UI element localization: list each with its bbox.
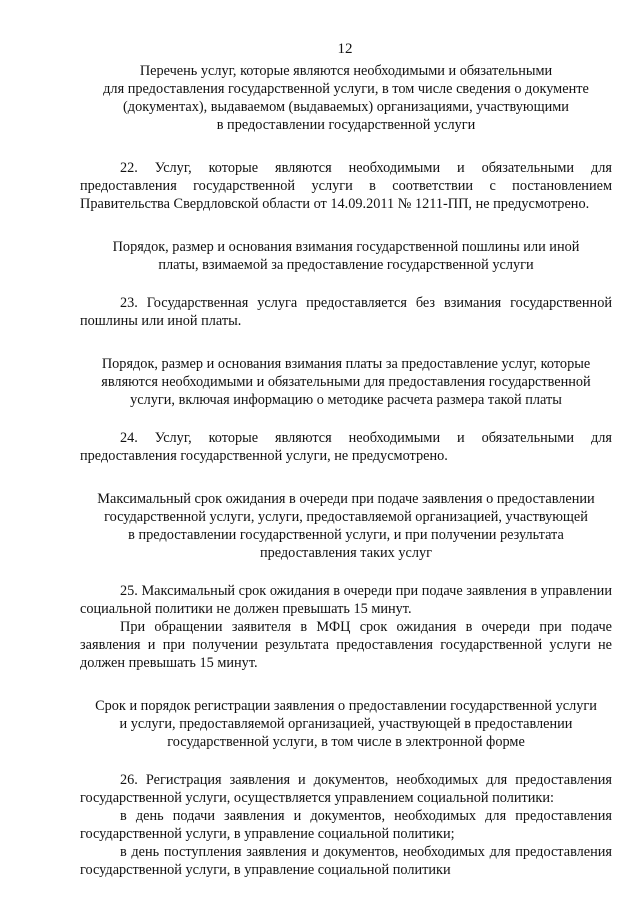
- paragraph-26: 26. Регистрация заявления и документов, необходимых для предоставления государственной услуги, осуществляется управлением социальной политики:: [80, 772, 612, 806]
- heading-line: (документах), выдаваемом (выдаваемых) организациями, участвующими: [123, 99, 569, 115]
- section-heading-registration: [80, 697, 612, 751]
- heading-line: Срок и порядок регистрации заявления о предоставлении государственной услуги: [95, 698, 597, 714]
- heading-line: Порядок, размер и основания взимания государственной пошлины или иной: [112, 239, 580, 255]
- heading-line: Максимальный срок ожидания в очереди при подаче заявления о предоставлении: [97, 491, 595, 507]
- section-heading-queue-time: [80, 490, 612, 562]
- heading-line: предоставления таких услуг: [259, 545, 433, 561]
- paragraph-25-mfc: При обращении заявителя в МФЦ срок ожидания в очереди при подаче заявления и при получении результата предоставления государственной услуги не должен превышать 15 минут.: [80, 619, 612, 671]
- heading-line: платы, взимаемой за предоставление государственной услуги: [158, 257, 534, 273]
- heading-line: государственной услуги, услуги, предоставляемой организацией, участвующей: [104, 509, 588, 525]
- heading-line: Порядок, размер и основания взимания платы за предоставление услуг, которые: [101, 356, 591, 372]
- heading-line: государственной услуги, в том числе в электронной форме: [167, 734, 525, 750]
- heading-line: являются необходимыми и обязательными для предоставления государственной: [101, 374, 591, 390]
- heading-line: услуги, включая информацию о методике расчета размера такой платы: [130, 392, 562, 408]
- paragraph-23: 23. Государственная услуга предоставляется без взимания государственной пошлины или иной платы.: [80, 295, 612, 329]
- page-number: 12: [337, 41, 353, 57]
- heading-line: Перечень услуг, которые являются необходимыми и обязательными: [139, 63, 553, 79]
- paragraph-26-item-2: в день поступления заявления и документов, необходимых для предоставления государственной услуги, в управление социальной политики: [80, 844, 612, 878]
- paragraph-22: 22. Услуг, которые являются необходимыми и обязательными для предоставления государственной услуги в соответствии с постановлением Правительства Свердловской области от 14.09.2011 № 1211-ПП, не предусмотрено.: [80, 160, 612, 212]
- paragraph-24: 24. Услуг, которые являются необходимыми и обязательными для предоставления государственной услуги, не предусмотрено.: [80, 430, 612, 464]
- section-heading-state-fee: [80, 238, 612, 274]
- heading-line: в предоставлении государственной услуги: [216, 117, 476, 133]
- heading-line: в предоставлении государственной услуги, и при получении результата: [128, 527, 564, 543]
- heading-line: и услуги, предоставляемой организацией, участвующей в предоставлении: [119, 716, 573, 732]
- paragraph-26-item-1: в день подачи заявления и документов, необходимых для предоставления государственной услуги, в управление социальной политики;: [80, 808, 612, 842]
- section-heading-service-payment: [80, 355, 612, 409]
- heading-line: для предоставления государственной услуги, в том числе сведения о документе: [103, 81, 589, 97]
- section-heading-required-services: [80, 62, 612, 134]
- paragraph-25: 25. Максимальный срок ожидания в очереди при подаче заявления в управлении социальной политики не должен превышать 15 минут.: [80, 583, 612, 617]
- document-body: [80, 62, 612, 879]
